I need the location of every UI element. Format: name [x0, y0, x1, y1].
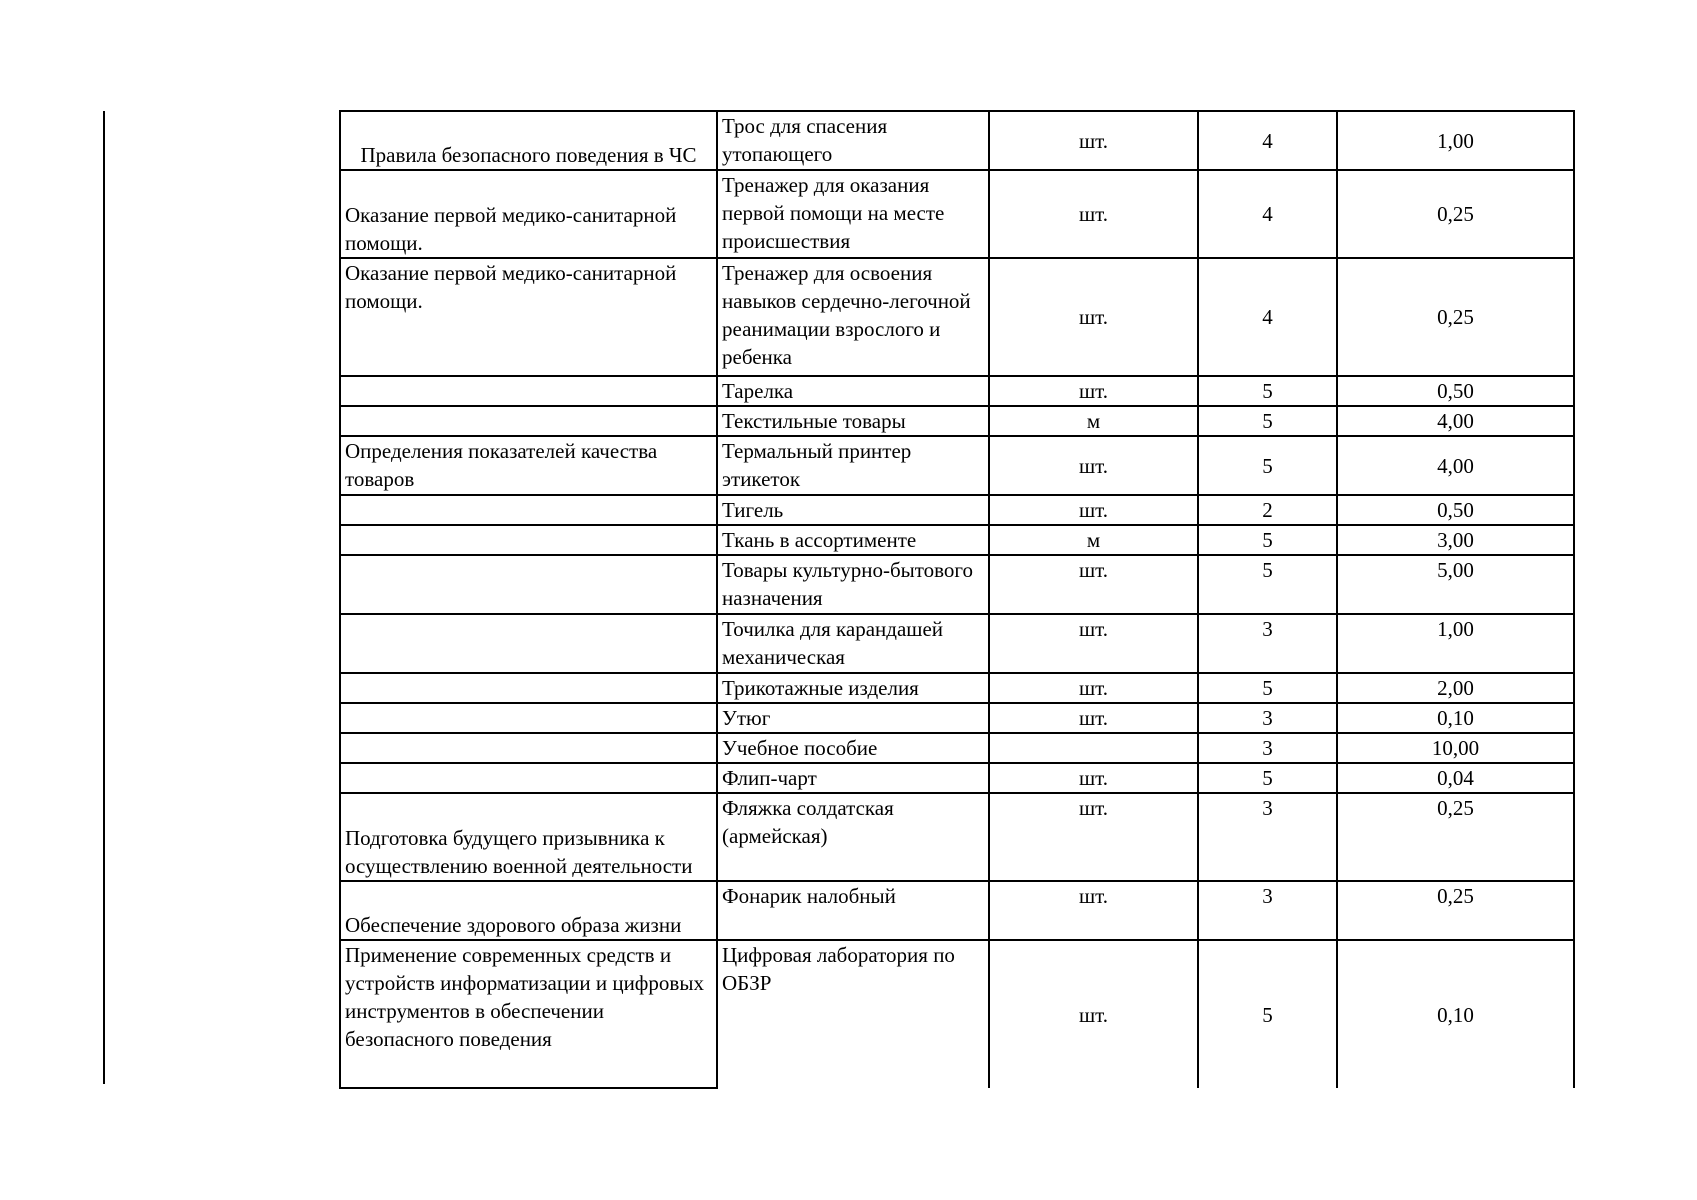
item-name-cell: Учебное пособие	[717, 733, 989, 763]
table-row	[340, 940, 1574, 1088]
norm-cell: 2,00	[1337, 673, 1574, 703]
item-name-cell: Ткань в ассортименте	[717, 525, 989, 555]
quantity-cell: 5	[1198, 376, 1337, 406]
quantity-cell: 4	[1198, 111, 1337, 170]
table-row	[340, 555, 1574, 614]
item-name-cell: Фляжка солдатская (армейская)	[717, 793, 989, 881]
topic-cell: Оказание первой медико-санитарной помощи.	[340, 170, 717, 258]
item-name-cell: Флип-чарт	[717, 763, 989, 793]
unit-cell: шт.	[989, 495, 1198, 525]
quantity-cell: 3	[1198, 881, 1337, 940]
norm-cell: 0,04	[1337, 763, 1574, 793]
table-row	[340, 733, 1574, 763]
unit-cell: м	[989, 525, 1198, 555]
item-name-cell: Цифровая лаборатория по ОБЗР	[717, 940, 989, 1088]
table-row	[340, 495, 1574, 525]
table-row	[340, 793, 1574, 881]
quantity-cell: 4	[1198, 258, 1337, 376]
quantity-cell: 3	[1198, 733, 1337, 763]
page-margin-line	[103, 111, 105, 1084]
norm-cell: 0,25	[1337, 170, 1574, 258]
quantity-cell: 4	[1198, 170, 1337, 258]
unit-cell: шт.	[989, 881, 1198, 940]
equipment-table	[339, 110, 1575, 1089]
item-name-cell: Тарелка	[717, 376, 989, 406]
topic-cell	[340, 525, 717, 555]
topic-cell	[340, 376, 717, 406]
norm-cell: 1,00	[1337, 111, 1574, 170]
quantity-cell: 2	[1198, 495, 1337, 525]
item-name-cell: Термальный принтер этикеток	[717, 436, 989, 495]
topic-cell: Обеспечение здорового образа жизни	[340, 881, 717, 940]
table-row	[340, 763, 1574, 793]
topic-cell: Правила безопасного поведения в ЧС	[340, 111, 717, 170]
norm-cell: 0,25	[1337, 258, 1574, 376]
norm-cell: 4,00	[1337, 406, 1574, 436]
table-row	[340, 111, 1574, 170]
quantity-cell: 5	[1198, 525, 1337, 555]
item-name-cell: Утюг	[717, 703, 989, 733]
table-row	[340, 406, 1574, 436]
unit-cell: шт.	[989, 703, 1198, 733]
norm-cell: 0,25	[1337, 881, 1574, 940]
unit-cell: шт.	[989, 793, 1198, 881]
topic-cell	[340, 673, 717, 703]
table-row	[340, 525, 1574, 555]
norm-cell: 5,00	[1337, 555, 1574, 614]
topic-cell: Оказание первой медико-санитарной помощи.	[340, 258, 717, 376]
topic-cell	[340, 763, 717, 793]
quantity-cell: 3	[1198, 793, 1337, 881]
norm-cell: 0,10	[1337, 703, 1574, 733]
quantity-cell: 5	[1198, 673, 1337, 703]
item-name-cell: Тигель	[717, 495, 989, 525]
unit-cell: шт.	[989, 555, 1198, 614]
unit-cell: шт.	[989, 673, 1198, 703]
quantity-cell: 5	[1198, 555, 1337, 614]
norm-cell: 4,00	[1337, 436, 1574, 495]
topic-cell	[340, 703, 717, 733]
quantity-cell: 5	[1198, 436, 1337, 495]
unit-cell: шт.	[989, 940, 1198, 1088]
unit-cell: шт.	[989, 376, 1198, 406]
table-row	[340, 170, 1574, 258]
unit-cell: шт.	[989, 436, 1198, 495]
table-row	[340, 673, 1574, 703]
unit-cell: м	[989, 406, 1198, 436]
item-name-cell: Текстильные товары	[717, 406, 989, 436]
unit-cell: шт.	[989, 111, 1198, 170]
norm-cell: 0,10	[1337, 940, 1574, 1088]
item-name-cell: Точилка для карандашей механическая	[717, 614, 989, 673]
item-name-cell: Тренажер для оказания первой помощи на месте происшествия	[717, 170, 989, 258]
table-row	[340, 881, 1574, 940]
norm-cell: 1,00	[1337, 614, 1574, 673]
item-name-cell: Трос для спасения утопающего	[717, 111, 989, 170]
norm-cell: 0,25	[1337, 793, 1574, 881]
topic-cell	[340, 495, 717, 525]
topic-cell	[340, 406, 717, 436]
item-name-cell: Фонарик налобный	[717, 881, 989, 940]
quantity-cell: 5	[1198, 763, 1337, 793]
quantity-cell: 5	[1198, 940, 1337, 1088]
norm-cell: 3,00	[1337, 525, 1574, 555]
unit-cell: шт.	[989, 258, 1198, 376]
item-name-cell: Товары культурно-бытового назначения	[717, 555, 989, 614]
quantity-cell: 3	[1198, 614, 1337, 673]
norm-cell: 0,50	[1337, 376, 1574, 406]
topic-cell	[340, 555, 717, 614]
unit-cell: шт.	[989, 614, 1198, 673]
unit-cell: шт.	[989, 763, 1198, 793]
topic-cell	[340, 733, 717, 763]
quantity-cell: 3	[1198, 703, 1337, 733]
quantity-cell: 5	[1198, 406, 1337, 436]
table-row	[340, 614, 1574, 673]
table-row	[340, 703, 1574, 733]
topic-cell: Подготовка будущего призывника к осуществлению военной деятельности	[340, 793, 717, 881]
norm-cell: 0,50	[1337, 495, 1574, 525]
table-row	[340, 376, 1574, 406]
unit-cell	[989, 733, 1198, 763]
topic-cell: Определения показателей качества товаров	[340, 436, 717, 495]
table-row	[340, 436, 1574, 495]
table-row	[340, 258, 1574, 376]
item-name-cell: Тренажер для освоения навыков сердечно-легочной реанимации взрослого и ребенка	[717, 258, 989, 376]
item-name-cell: Трикотажные изделия	[717, 673, 989, 703]
topic-cell: Применение современных средств и устройств информатизации и цифровых инструментов в обеспечении безопасного поведения	[340, 940, 717, 1088]
unit-cell: шт.	[989, 170, 1198, 258]
topic-cell	[340, 614, 717, 673]
norm-cell: 10,00	[1337, 733, 1574, 763]
